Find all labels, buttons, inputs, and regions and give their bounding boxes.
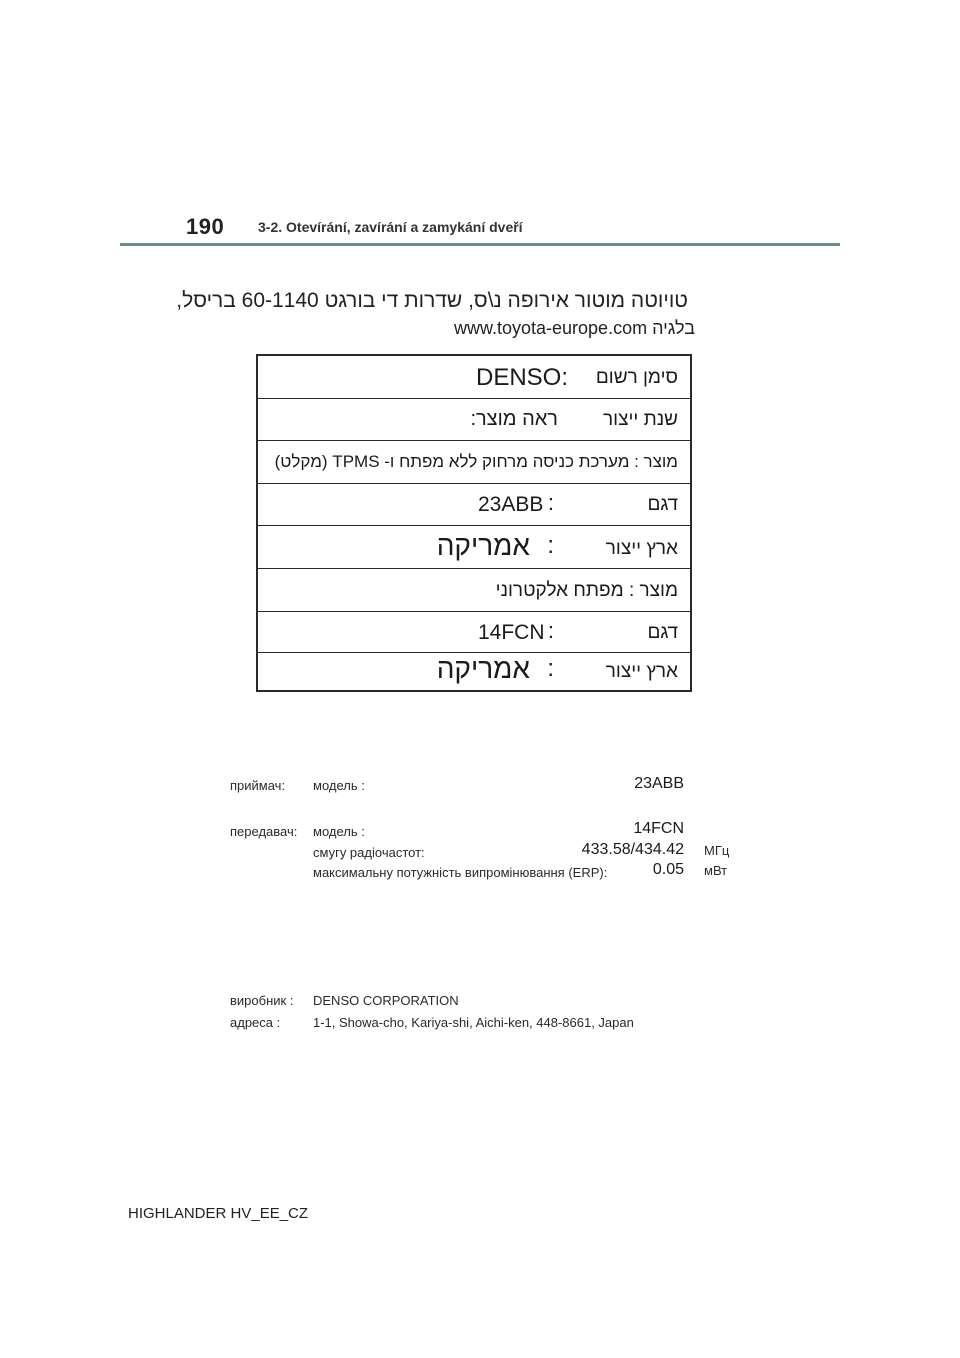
- manufacturer-name: DENSO CORPORATION: [313, 993, 459, 1008]
- transmitter-label: передавач:: [230, 824, 298, 839]
- row-key: דגם: [647, 494, 678, 515]
- power-value: 0.05: [652, 861, 684, 878]
- band-unit: МГц: [704, 843, 730, 858]
- row-colon: :: [547, 490, 554, 515]
- row-colon: :: [547, 618, 554, 643]
- table-row: [258, 612, 690, 653]
- transmitter-model: 14FCN: [633, 820, 684, 837]
- band-value: 433.58/434.42: [581, 841, 684, 858]
- section-title: 3-2. Otevírání, zavírání a zamykání dveří: [258, 219, 523, 235]
- address-value: 1-1, Showa-cho, Kariya-shi, Aichi-ken, 448-8661, Japan: [313, 1015, 634, 1030]
- table-row: [258, 569, 690, 612]
- row-value: ראה מוצר:: [470, 408, 558, 430]
- receiver-model-label: модель :: [313, 778, 365, 793]
- receiver-model: 23ABB: [634, 775, 684, 792]
- row-value: 14FCN: [478, 621, 545, 644]
- row-value: אמריקה: [436, 653, 530, 684]
- receiver-label: приймач:: [230, 778, 286, 793]
- table-row: [258, 653, 690, 690]
- table-row: [258, 526, 690, 569]
- power-label: максимальну потужність випромінювання (ERP):: [313, 865, 608, 880]
- label-table: [256, 354, 692, 692]
- row-key: מוצר : מערכת כניסה מרחוק ללא מפתח ו- TPMS (מקלט): [274, 452, 678, 471]
- importer-country-website: בלגיה www.toyota-europe.com: [453, 318, 695, 338]
- page-number: 190: [186, 214, 225, 239]
- row-key: ארץ ייצור: [605, 538, 678, 559]
- row-colon: :: [547, 532, 554, 559]
- table-row: [258, 356, 690, 399]
- row-value: 23ABB: [478, 493, 544, 516]
- transmitter-model-label: модель :: [313, 824, 365, 839]
- row-value: אמריקה: [436, 530, 530, 561]
- model-code: HIGHLANDER HV_EE_CZ: [128, 1205, 309, 1222]
- power-unit: мВт: [704, 863, 728, 878]
- band-label: смугу радіочастот:: [313, 845, 425, 860]
- row-key: דגם: [647, 622, 678, 643]
- header-divider: [120, 243, 840, 246]
- row-colon: :: [547, 655, 554, 682]
- address-label: адреса :: [230, 1015, 281, 1030]
- table-row: [258, 484, 690, 526]
- table-row: [258, 441, 690, 484]
- row-value: DENSO:: [476, 364, 569, 391]
- row-key: ארץ ייצור: [605, 661, 678, 682]
- row-key: מוצר : מפתח אלקטרוני: [495, 580, 678, 601]
- manufacturer-label: виробник :: [230, 993, 294, 1008]
- row-key: שנת ייצור: [603, 409, 678, 430]
- table-row: [258, 399, 690, 441]
- importer-address: טויוטה מוטור אירופה נ\ס, שדרות די בורגט 60-1140 בריסל,: [176, 289, 688, 312]
- row-key: סימן רשום: [595, 367, 678, 388]
